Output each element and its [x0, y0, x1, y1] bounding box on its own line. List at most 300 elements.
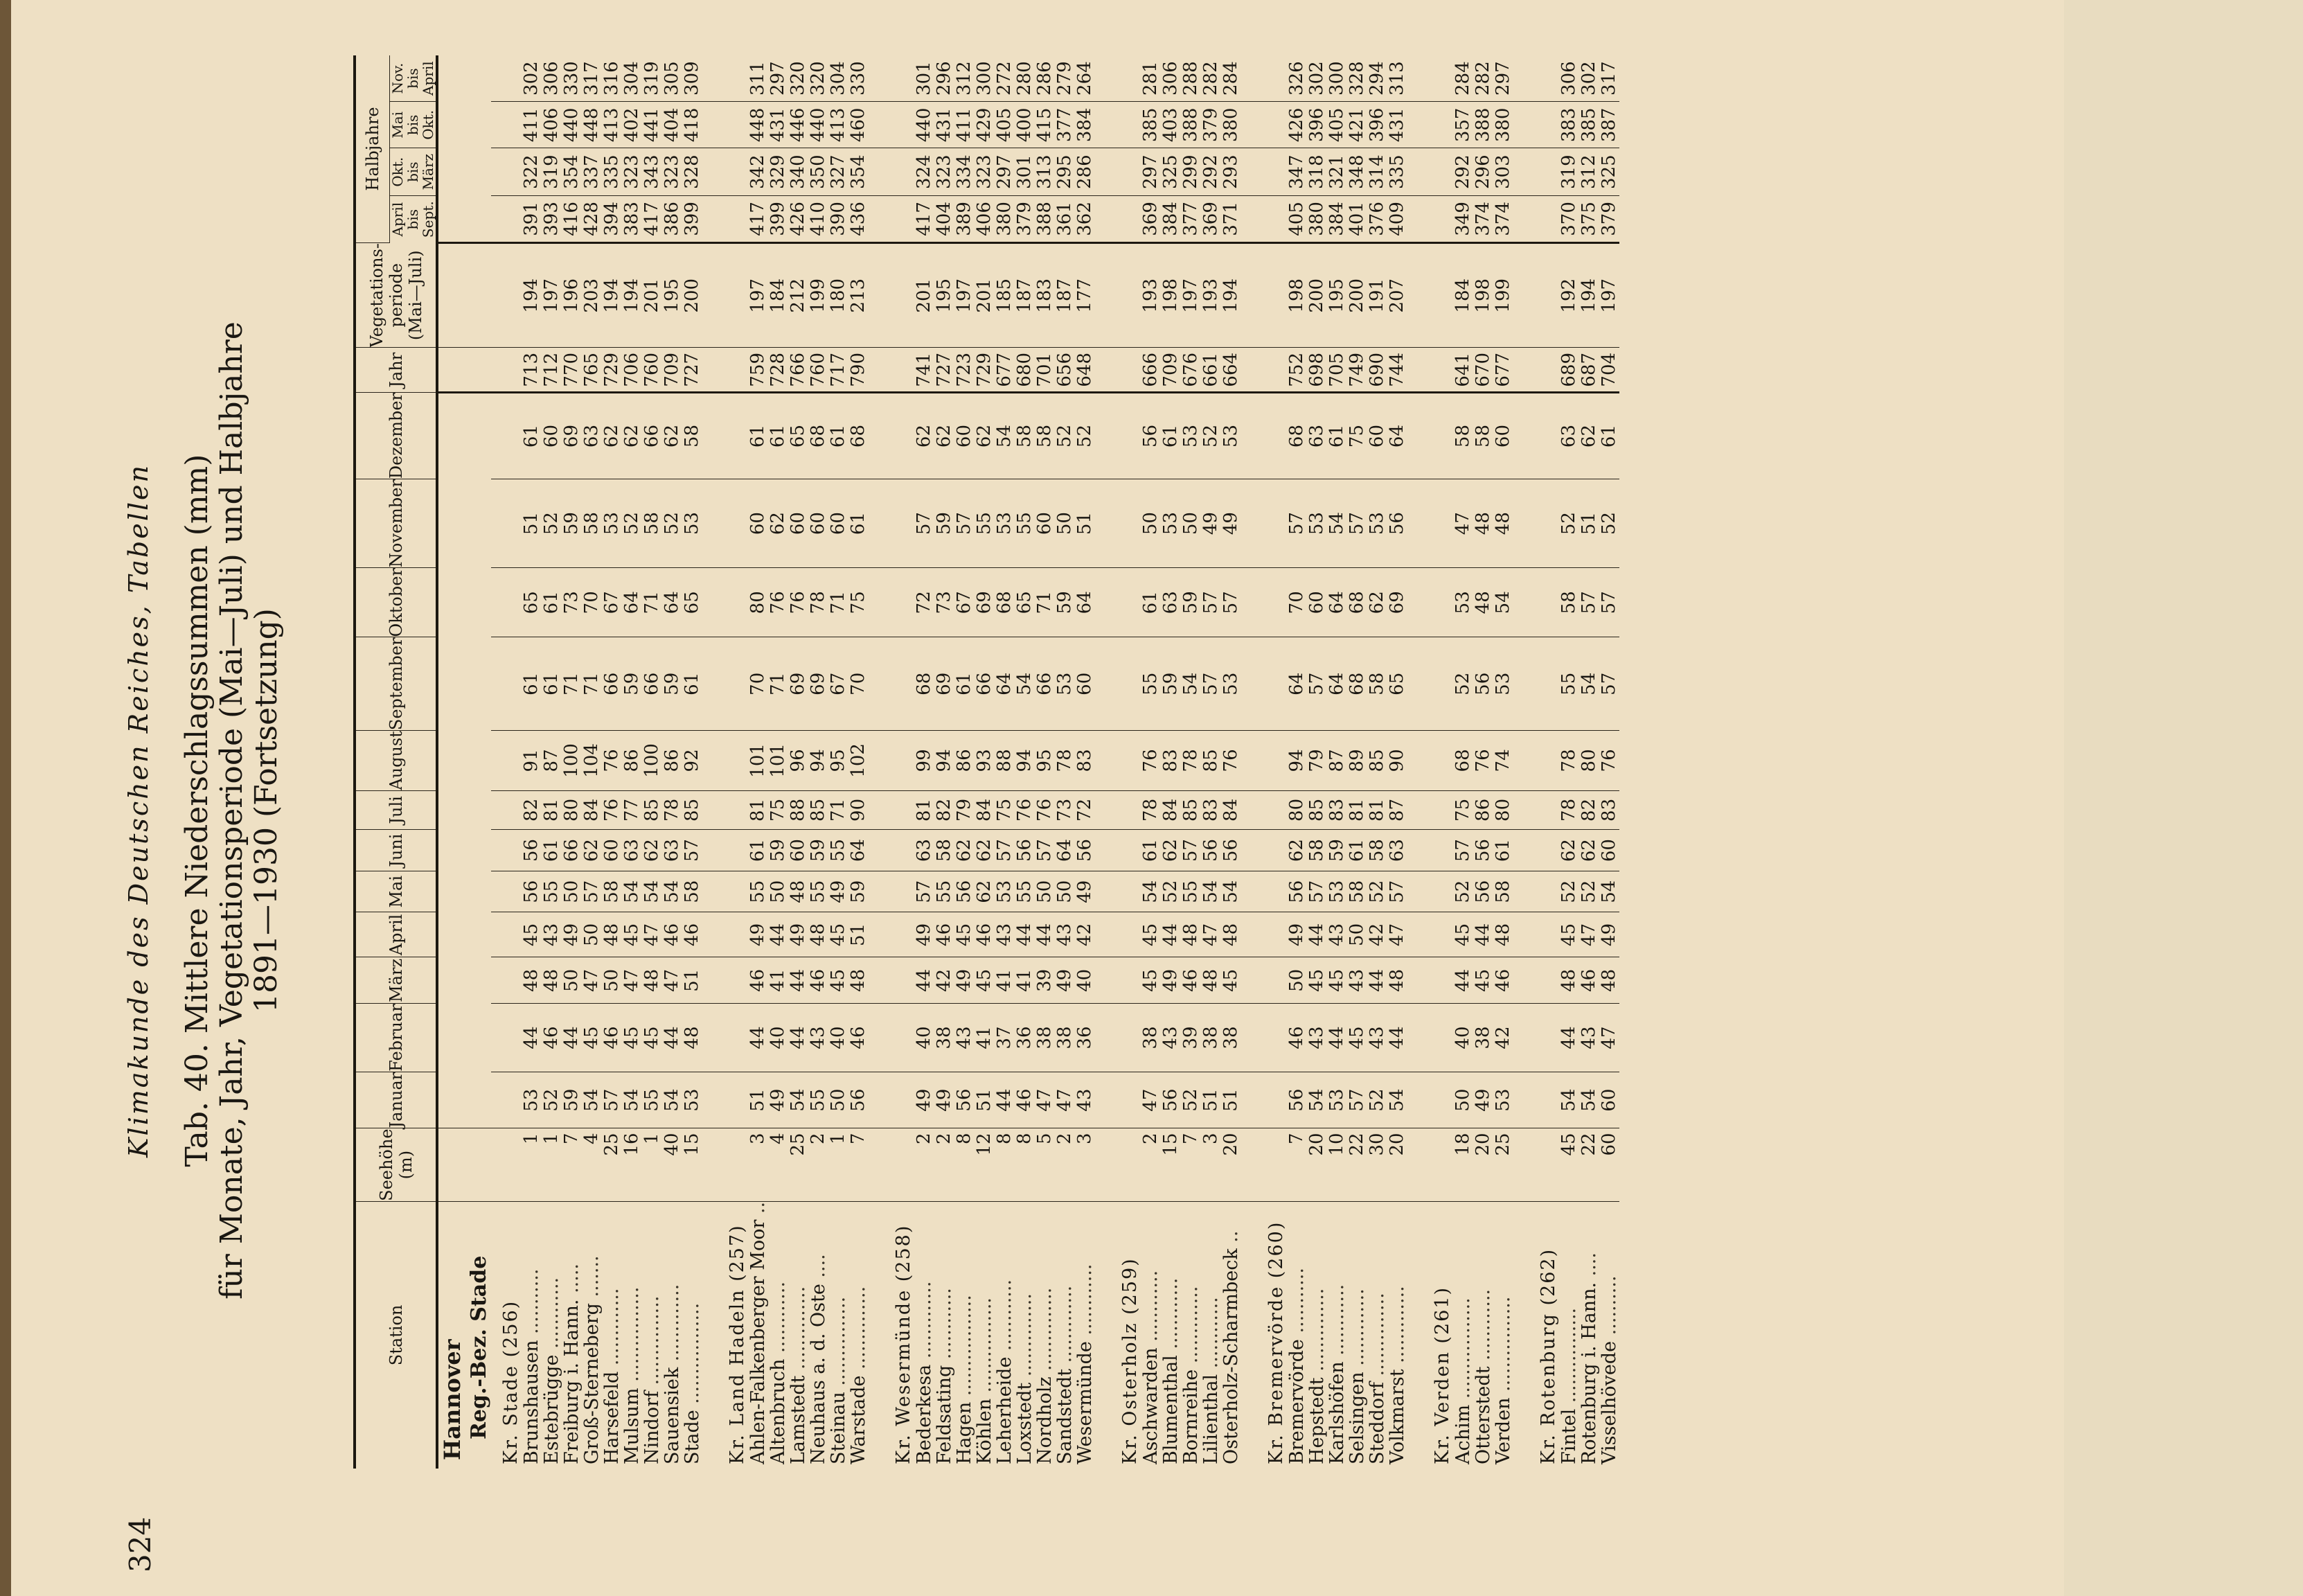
leader-dots: ............. [1054, 1285, 1076, 1369]
seehoehe-value: 25 [788, 1128, 808, 1201]
month-value: 51 [682, 957, 702, 1004]
empty-cell [1110, 1004, 1141, 1072]
table-body [437, 55, 1619, 1469]
halbjahr-value: 374 [1473, 195, 1493, 242]
table-row [602, 55, 622, 1469]
month-value: 47 [1599, 1004, 1619, 1072]
empty-cell [1256, 568, 1287, 637]
month-value: 76 [602, 731, 622, 791]
leader-dots: ............. [1387, 1286, 1408, 1369]
station-label: Fintel [1558, 1408, 1580, 1464]
empty-cell [1529, 102, 1559, 148]
empty-cell [1407, 637, 1423, 731]
month-value: 54 [622, 871, 642, 912]
spacer-row [1513, 55, 1529, 1469]
month-value: 86 [954, 731, 975, 791]
month-value: 46 [1287, 1004, 1307, 1072]
month-value: 53 [1221, 637, 1241, 731]
month-value: 43 [954, 1004, 975, 1072]
halbjahr-value: 313 [1387, 55, 1407, 102]
station-name [934, 1201, 954, 1469]
month-value: 48 [1493, 912, 1513, 957]
header-halbjahr-text: bis [404, 68, 421, 89]
jahr-value: 728 [768, 348, 788, 392]
month-value: 45 [1347, 1004, 1367, 1072]
empty-cell [491, 568, 522, 637]
empty-cell [884, 957, 914, 1004]
jahr-value: 765 [582, 348, 602, 392]
month-value: 62 [602, 392, 622, 479]
state-row [437, 55, 466, 1469]
month-value: 61 [1327, 392, 1347, 479]
month-value: 52 [1181, 1072, 1201, 1128]
month-value: 50 [828, 1072, 848, 1128]
month-value: 56 [1201, 830, 1221, 871]
halbjahr-value: 301 [914, 55, 934, 102]
halbjahr-value: 282 [1473, 55, 1493, 102]
halbjahr-value: 322 [522, 148, 542, 195]
halbjahr-value: 348 [1347, 148, 1367, 195]
halbjahr-value: 440 [562, 102, 582, 148]
halbjahr-value: 305 [662, 55, 682, 102]
month-value: 68 [1287, 392, 1307, 479]
month-value: 48 [1473, 568, 1493, 637]
empty-cell [1513, 637, 1529, 731]
month-value: 81 [542, 790, 562, 829]
month-value: 46 [975, 912, 995, 957]
halbjahr-value: 301 [1015, 148, 1035, 195]
month-value: 59 [768, 830, 788, 871]
halbjahr-value: 426 [788, 195, 808, 242]
empty-cell [884, 392, 914, 479]
leader-dots: ............. [601, 1288, 623, 1372]
jahr-value: 760 [642, 348, 662, 392]
empty-cell [1256, 1004, 1287, 1072]
empty-cell [1423, 731, 1453, 791]
month-value: 95 [1035, 731, 1055, 791]
empty-cell [437, 392, 466, 1128]
month-value: 62 [1287, 830, 1307, 871]
leader-dots: ............ [1200, 1297, 1222, 1374]
month-value: 48 [808, 912, 828, 957]
month-value: 85 [682, 790, 702, 829]
month-value: 83 [1201, 790, 1221, 829]
leader-dots: ............ [994, 1279, 1015, 1357]
empty-cell [1241, 790, 1256, 829]
station-label: Nordholz [1034, 1376, 1056, 1464]
seehoehe-value: 20 [1473, 1128, 1493, 1201]
vegetation-value: 195 [934, 242, 954, 348]
table-row [975, 55, 995, 1469]
empty-cell [1529, 637, 1559, 731]
month-value: 58 [1307, 830, 1327, 871]
seehoehe-value: 2 [1141, 1128, 1161, 1201]
halbjahr-value: 300 [975, 55, 995, 102]
halbjahr-value: 302 [1307, 55, 1327, 102]
halbjahr-value: 334 [954, 148, 975, 195]
vegetation-value: 199 [1493, 242, 1513, 348]
month-value: 45 [1221, 957, 1241, 1004]
empty-cell [884, 830, 914, 871]
empty-cell [1423, 1128, 1453, 1201]
empty-cell [1423, 55, 1453, 102]
empty-cell [702, 479, 718, 568]
spacer-row [1095, 55, 1110, 1469]
vegetation-value: 198 [1473, 242, 1493, 348]
month-value: 80 [1493, 790, 1513, 829]
empty-cell [1407, 1201, 1423, 1469]
empty-cell [869, 1004, 884, 1072]
month-value: 56 [1287, 871, 1307, 912]
seehoehe-value: 25 [1493, 1128, 1513, 1201]
header-month: Oktober [355, 568, 437, 637]
empty-cell [1110, 957, 1141, 1004]
empty-cell [718, 392, 748, 479]
halbjahr-value: 375 [1579, 195, 1599, 242]
halbjahr-value: 413 [602, 102, 622, 148]
month-value: 36 [1015, 1004, 1035, 1072]
month-value: 38 [1141, 1004, 1161, 1072]
month-value: 65 [1015, 568, 1035, 637]
month-value: 43 [1055, 912, 1075, 957]
month-value: 65 [682, 568, 702, 637]
month-value: 39 [1181, 1004, 1201, 1072]
empty-cell [869, 637, 884, 731]
month-value: 61 [768, 392, 788, 479]
empty-cell [702, 392, 718, 479]
month-value: 48 [1473, 479, 1493, 568]
month-value: 61 [954, 637, 975, 731]
month-value: 61 [1141, 568, 1161, 637]
month-value: 66 [642, 392, 662, 479]
month-value: 61 [682, 637, 702, 731]
jahr-value: 690 [1367, 348, 1387, 392]
month-value: 53 [1327, 871, 1347, 912]
month-value: 62 [1161, 830, 1181, 871]
table-title-line: 1891—1930 (Fortsetzung) [249, 608, 284, 1013]
station-name [1035, 1201, 1055, 1469]
empty-cell [1241, 1004, 1256, 1072]
month-value: 59 [662, 637, 682, 731]
month-value: 77 [622, 790, 642, 829]
halbjahr-value: 284 [1453, 55, 1473, 102]
month-value: 86 [622, 731, 642, 791]
empty-cell [884, 790, 914, 829]
seehoehe-value: 7 [562, 1128, 582, 1201]
leader-dots: ................ [1558, 1307, 1580, 1409]
month-value: 79 [954, 790, 975, 829]
spacer-row [1241, 55, 1256, 1469]
halbjahr-value: 403 [1161, 102, 1181, 148]
month-value: 51 [848, 912, 869, 957]
month-value: 57 [914, 479, 934, 568]
halbjahr-value: 306 [1161, 55, 1181, 102]
vegetation-value: 213 [848, 242, 869, 348]
kreis-name: Kr. Rotenburg (262) [1538, 1248, 1559, 1464]
rotated-page-content [104, 48, 2272, 1572]
month-value: 78 [808, 568, 828, 637]
month-value: 73 [934, 568, 954, 637]
header-halbjahr-text: April [389, 202, 406, 237]
month-value: 40 [828, 1004, 848, 1072]
month-value: 84 [1161, 790, 1181, 829]
month-value: 51 [522, 479, 542, 568]
kreis-name: Kr. Land Hadeln (257) [727, 1224, 748, 1464]
month-value: 69 [788, 637, 808, 731]
table-row [808, 55, 828, 1469]
empty-cell [1256, 871, 1287, 912]
kreis-row [1529, 55, 1559, 1469]
empty-cell [1110, 568, 1141, 637]
station-name [562, 1201, 582, 1469]
month-value: 58 [1015, 392, 1035, 479]
empty-cell [1407, 148, 1423, 195]
halbjahr-value: 379 [1599, 195, 1619, 242]
month-value: 58 [682, 871, 702, 912]
empty-cell [718, 148, 748, 195]
halbjahr-value: 323 [975, 148, 995, 195]
empty-cell [1423, 830, 1453, 871]
empty-cell [1095, 731, 1110, 791]
month-value: 62 [662, 392, 682, 479]
month-value: 55 [748, 871, 768, 912]
month-value: 47 [622, 957, 642, 1004]
halbjahr-value: 385 [1579, 102, 1599, 148]
month-value: 52 [1559, 479, 1579, 568]
running-header [123, 48, 165, 1572]
month-value: 78 [662, 790, 682, 829]
month-value: 45 [1327, 957, 1347, 1004]
header-halbjahr-text: bis [404, 114, 421, 136]
month-value: 66 [1035, 637, 1055, 731]
month-value: 87 [542, 731, 562, 791]
state-name: Hannover [438, 1339, 465, 1460]
vegetation-value: 194 [522, 242, 542, 348]
month-value: 71 [582, 637, 602, 731]
halbjahr-value: 396 [1307, 102, 1327, 148]
month-value: 47 [1141, 1072, 1161, 1128]
empty-cell [491, 55, 522, 102]
vegetation-value: 194 [1579, 242, 1599, 348]
empty-cell [702, 242, 718, 348]
month-value: 61 [542, 830, 562, 871]
month-value: 57 [954, 479, 975, 568]
month-value: 68 [995, 568, 1015, 637]
month-value: 71 [642, 568, 662, 637]
halbjahr-value: 399 [768, 195, 788, 242]
header-halbjahr-text: Sept. [420, 201, 436, 238]
month-value: 44 [1387, 1004, 1407, 1072]
station-name [768, 1201, 788, 1469]
month-value: 43 [1579, 1004, 1599, 1072]
table-row [522, 55, 542, 1469]
month-value: 59 [808, 830, 828, 871]
empty-cell [491, 830, 522, 871]
month-value: 55 [1015, 479, 1035, 568]
month-value: 52 [1161, 871, 1181, 912]
empty-cell [1407, 1004, 1423, 1072]
station-label: Warstade [848, 1375, 869, 1464]
halbjahr-value: 319 [542, 148, 562, 195]
empty-cell [1529, 568, 1559, 637]
month-value: 54 [622, 1072, 642, 1128]
station-label: Verden [1493, 1397, 1514, 1464]
month-value: 44 [1035, 912, 1055, 957]
month-value: 58 [642, 479, 662, 568]
seehoehe-value: 25 [602, 1128, 622, 1201]
station-name [582, 1201, 602, 1469]
month-value: 52 [542, 479, 562, 568]
jahr-value: 666 [1141, 348, 1161, 392]
month-value: 55 [808, 871, 828, 912]
empty-cell [1529, 195, 1559, 242]
empty-cell [869, 55, 884, 102]
vegetation-value: 197 [1599, 242, 1619, 348]
halbjahr-value: 431 [934, 102, 954, 148]
month-value: 59 [622, 637, 642, 731]
empty-cell [702, 102, 718, 148]
month-value: 49 [1599, 912, 1619, 957]
empty-cell [1407, 568, 1423, 637]
month-value: 48 [1221, 912, 1241, 957]
halbjahr-value: 421 [1347, 102, 1367, 148]
empty-cell [718, 479, 748, 568]
halbjahr-value: 295 [1055, 148, 1075, 195]
halbjahr-value: 431 [1387, 102, 1407, 148]
leader-dots: .... [808, 1254, 829, 1284]
empty-cell [869, 1072, 884, 1128]
month-value: 56 [1141, 392, 1161, 479]
month-value: 76 [1473, 731, 1493, 791]
jahr-value: 744 [1387, 348, 1407, 392]
month-value: 45 [582, 1004, 602, 1072]
halbjahr-value: 415 [1035, 102, 1055, 148]
station-label: Steddorf [1367, 1381, 1388, 1464]
empty-cell [1256, 55, 1287, 102]
empty-cell [1423, 871, 1453, 912]
header-halbjahr-text: Okt. [420, 109, 436, 140]
table-row [914, 55, 934, 1469]
month-value: 54 [662, 1072, 682, 1128]
month-value: 101 [748, 731, 768, 791]
month-value: 57 [1453, 830, 1473, 871]
month-value: 43 [1347, 957, 1367, 1004]
station-name [1453, 1201, 1473, 1469]
station-label: Bornreihe [1180, 1369, 1202, 1464]
empty-cell [491, 479, 522, 568]
jahr-value: 689 [1559, 348, 1579, 392]
jahr-value: 760 [808, 348, 828, 392]
month-value: 49 [1075, 871, 1095, 912]
month-value: 60 [1307, 568, 1327, 637]
kreis-row [1110, 55, 1141, 1469]
month-value: 81 [914, 790, 934, 829]
month-value: 104 [582, 731, 602, 791]
halbjahr-value: 325 [1161, 148, 1181, 195]
vegetation-value: 187 [1055, 242, 1075, 348]
empty-cell [1110, 242, 1141, 348]
station-name [1387, 1201, 1407, 1469]
leader-dots: ............. [1346, 1288, 1368, 1372]
empty-cell [1256, 392, 1287, 479]
table-row [748, 55, 768, 1469]
header-halbjahre: Halbjahre [355, 55, 390, 242]
month-value: 94 [1015, 731, 1035, 791]
month-value: 70 [748, 637, 768, 731]
empty-cell [869, 912, 884, 957]
empty-cell [1529, 731, 1559, 791]
leader-dots: ................ [621, 1286, 643, 1388]
month-value: 48 [642, 957, 662, 1004]
station-label: Lilienthal [1200, 1374, 1222, 1464]
halbjahr-value: 306 [1559, 55, 1579, 102]
month-value: 64 [1387, 392, 1407, 479]
table-row [1453, 55, 1473, 1469]
station-label: Osterholz-Scharmbeck [1220, 1248, 1242, 1464]
month-value: 53 [1055, 637, 1075, 731]
empty-cell [1110, 55, 1141, 102]
empty-cell [1256, 790, 1287, 829]
month-value: 58 [1453, 392, 1473, 479]
empty-cell [718, 1072, 748, 1128]
month-value: 62 [1367, 568, 1387, 637]
jahr-value: 709 [1161, 348, 1181, 392]
month-value: 58 [1493, 871, 1513, 912]
month-value: 75 [995, 790, 1015, 829]
spacer-row [1407, 55, 1423, 1469]
month-value: 54 [1579, 637, 1599, 731]
station-label: Harsefeld [601, 1371, 623, 1464]
month-value: 48 [682, 1004, 702, 1072]
month-value: 75 [848, 568, 869, 637]
empty-cell [491, 242, 522, 348]
halbjahr-value: 335 [602, 148, 622, 195]
month-value: 46 [1015, 1072, 1035, 1128]
station-label: Steinau [828, 1392, 849, 1464]
station-name [642, 1201, 662, 1469]
month-value: 58 [582, 479, 602, 568]
month-value: 62 [975, 830, 995, 871]
month-value: 47 [642, 912, 662, 957]
halbjahr-value: 379 [1201, 102, 1221, 148]
month-value: 76 [1015, 790, 1035, 829]
halbjahr-value: 279 [1055, 55, 1075, 102]
vegetation-value: 199 [808, 242, 828, 348]
month-value: 64 [1055, 830, 1075, 871]
leader-dots: ........... [1286, 1268, 1308, 1340]
halbjahr-value: 385 [1141, 102, 1161, 148]
seehoehe-value: 1 [542, 1128, 562, 1201]
month-value: 91 [522, 731, 542, 791]
month-value: 45 [1141, 912, 1161, 957]
month-value: 50 [768, 871, 788, 912]
halbjahr-value: 411 [522, 102, 542, 148]
empty-cell [1513, 731, 1529, 791]
month-value: 78 [1181, 731, 1201, 791]
station-label: Stade [682, 1410, 703, 1464]
halbjahr-value: 404 [662, 102, 682, 148]
month-value: 46 [662, 912, 682, 957]
jahr-value: 717 [828, 348, 848, 392]
empty-cell [1256, 637, 1287, 731]
month-value: 46 [682, 912, 702, 957]
month-value: 96 [788, 731, 808, 791]
month-value: 68 [1347, 637, 1367, 731]
vegetation-value: 193 [1201, 242, 1221, 348]
seehoehe-value: 4 [768, 1128, 788, 1201]
month-value: 48 [1599, 957, 1619, 1004]
month-value: 72 [1075, 790, 1095, 829]
